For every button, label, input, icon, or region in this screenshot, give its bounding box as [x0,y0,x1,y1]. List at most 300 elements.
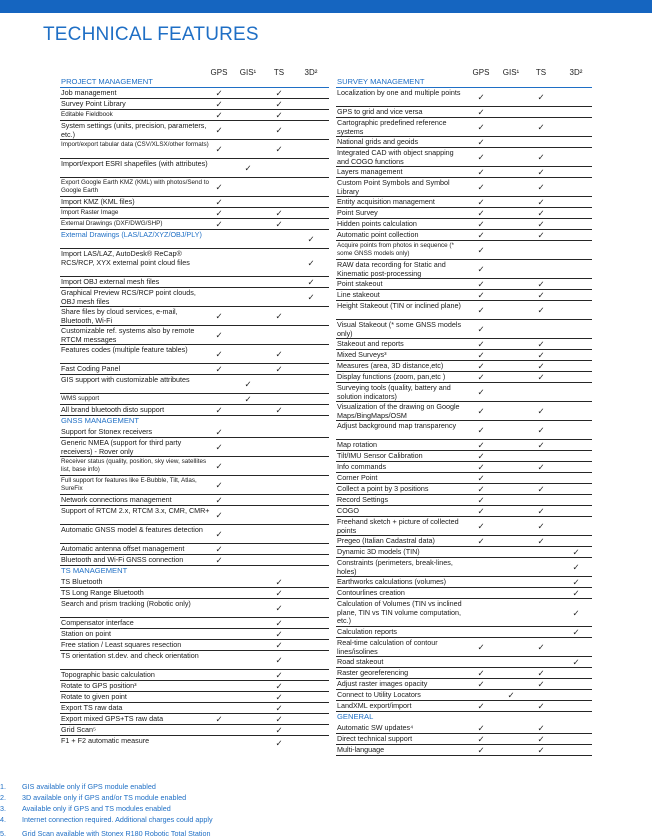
check-icon-gps: ✓ [477,245,485,255]
check-icon-3d: ✓ [307,257,315,268]
feature-row [336,178,592,197]
check-icon-ts: ✓ [537,425,545,435]
feature-label: Entity acquisition management [337,197,435,206]
check-icon-ts: ✓ [275,737,283,748]
check-icon-gps: ✓ [477,122,485,132]
feature-label: Share files by cloud services, e-mail, Bluetooth, Wi-Fi [61,307,178,325]
feature-row [60,394,329,405]
feature-label: Record Settings [337,495,389,504]
feature-row [60,588,329,599]
check-icon-3d: ✓ [572,588,580,598]
check-icon-ts: ✓ [537,679,545,689]
feature-row [336,558,592,577]
feature-row [60,555,329,566]
feature-row [336,350,592,361]
feature-row [336,137,592,148]
feature-label: Import Raster Image [61,209,119,216]
check-icon-gps: ✓ [215,405,223,415]
check-icon-ts: ✓ [275,692,283,702]
feature-label: Rotate to GPS position³ [61,681,137,690]
feature-label: Multi-language [337,745,385,754]
section-heading [60,77,329,88]
check-icon-gps: ✓ [215,88,223,98]
feature-label: Station on point [61,629,111,638]
feature-row [336,88,592,107]
check-icon-gps: ✓ [215,311,223,321]
check-icon-gps: ✓ [477,484,485,494]
feature-row [336,627,592,638]
feature-label: Surveying tools (quality, battery and solution indicators) [337,383,451,401]
feature-row [336,679,592,690]
check-icon-gps: ✓ [215,427,223,437]
feature-row [60,140,329,159]
left-rows [60,77,329,749]
check-icon-gps: ✓ [477,440,485,450]
check-icon-gps: ✓ [477,219,485,229]
feature-row [60,208,329,219]
section-title: TS MANAGEMENT [61,566,128,575]
feature-row [60,703,329,714]
check-icon-ts: ✓ [537,339,545,349]
feature-row [336,118,592,137]
feature-label: Topographic basic calculation [61,670,155,679]
check-icon-gps: ✓ [477,152,485,162]
check-icon-gps: ✓ [477,208,485,218]
section-heading [60,566,329,577]
feature-label: System settings (units, precision, parameters, etc.) [61,121,207,139]
feature-label: Cartographic predefined reference systems [337,118,447,136]
feature-row [60,651,329,670]
check-icon-ts: ✓ [537,230,545,240]
feature-row [336,402,592,421]
check-icon-ts: ✓ [275,311,283,321]
feature-label: Rotate to given point [61,692,127,701]
check-icon-gps: ✓ [477,324,485,334]
check-icon-gps: ✓ [477,495,485,505]
check-icon-ts: ✓ [537,440,545,450]
feature-row [60,525,329,544]
feature-row [336,421,592,440]
feature-row [60,178,329,197]
feature-label: Point stakeout [337,279,383,288]
feature-label: RAW data recording for Static and Kinematic post-processing [337,260,446,278]
check-icon-gps: ✓ [477,451,485,461]
feature-row [60,405,329,416]
section-heading [336,77,592,88]
section-heading [336,712,592,723]
col-gis-header: GIS¹ [239,68,257,77]
col-ts-header: TS [273,68,285,77]
feature-row [60,230,329,249]
feature-label: Corner Point [337,473,378,482]
feature-label: Import/export ESRI shapefiles (with attributes) [61,159,208,168]
feature-row [336,577,592,588]
check-icon-gps: ✓ [477,372,485,382]
feature-row [336,588,592,599]
section-title: PROJECT MANAGEMENT [61,77,153,86]
check-icon-gps: ✓ [215,197,223,207]
check-icon-ts: ✓ [275,681,283,691]
feature-label: Acquire points from photos in sequence (* some GNSS models only) [337,242,454,258]
feature-label: Freehand sketch + picture of collected points [337,517,459,535]
feature-label: External Drawings (LAS/LAZ/XYZ/OBJ/PLY) [61,230,202,239]
check-icon-gps: ✓ [477,350,485,360]
feature-row [336,208,592,219]
check-icon-ts: ✓ [275,125,283,135]
feature-row [336,745,592,756]
check-icon-gps: ✓ [477,197,485,207]
check-icon-ts: ✓ [537,122,545,132]
feature-row [336,372,592,383]
feature-row [336,451,592,462]
feature-label: Graphical Preview RCS/RCP point clouds, OBJ mesh files [61,288,196,306]
feature-label: F1 + F2 automatic measure [61,736,150,745]
feature-row [60,277,329,288]
feature-label: Adjust raster images opacity [337,679,428,688]
check-icon-ts: ✓ [537,152,545,162]
feature-label: Import LAS/LAZ, AutoDesk® ReCap® RCS/RCP, XYX external point cloud files [61,249,190,267]
feature-row [336,517,592,536]
check-icon-gps: ✓ [477,167,485,177]
check-icon-gps: ✓ [477,290,485,300]
feature-label: Customizable ref. systems also by remote RTCM messages [61,326,195,344]
feature-label: Grid Scan⁵ [61,725,96,734]
feature-label: TS Bluetooth [61,577,103,586]
col-ts-header: TS [535,68,547,77]
feature-row [60,110,329,121]
check-icon-ts: ✓ [537,506,545,516]
check-icon-gps: ✓ [477,668,485,678]
check-icon-gps: ✓ [215,364,223,374]
feature-label: Stakeout and reports [337,339,404,348]
feature-row [336,219,592,230]
feature-label: Display functions (zoom, pan,etc ) [337,372,446,381]
feature-row [336,148,592,167]
feature-label: Constraints (perimeters, break-lines, holes) [337,558,453,576]
check-icon-ts: ✓ [537,167,545,177]
check-icon-ts: ✓ [537,350,545,360]
check-icon-gps: ✓ [477,387,485,397]
col-3d-header: 3D² [569,68,583,77]
check-icon-gps: ✓ [215,461,223,471]
feature-label: GIS support with customizable attributes [61,375,190,384]
feature-row [60,457,329,476]
check-icon-ts: ✓ [275,99,283,109]
feature-row [336,462,592,473]
feature-label: Direct technical support [337,734,413,743]
feature-label: Export mixed GPS+TS raw data [61,714,164,723]
feature-label: Real-time calculation of contour lines/isolines [337,638,438,656]
feature-row [60,640,329,651]
feature-label: Import KMZ (KML files) [61,197,135,206]
check-icon-gps: ✓ [477,305,485,315]
check-icon-gps: ✓ [477,462,485,472]
col-3d-header: 3D² [304,68,318,77]
check-icon-ts: ✓ [537,372,545,382]
feature-row [60,736,329,749]
check-icon-gis: ✓ [244,394,252,404]
check-icon-gps: ✓ [477,264,485,274]
check-icon-gps: ✓ [215,544,223,554]
feature-label: Dynamic 3D models (TIN) [337,547,420,556]
feature-row [60,307,329,326]
feature-label: Info commands [337,462,387,471]
feature-row [336,547,592,558]
feature-row [336,320,592,339]
check-icon-gps: ✓ [215,208,223,218]
feature-row [336,167,592,178]
check-icon-ts: ✓ [275,670,283,680]
feature-label: Localization by one and multiple points [337,88,461,97]
feature-label: Visualization of the drawing on Google Maps/BingMaps/OSM [337,402,460,420]
feature-row [60,288,329,307]
feature-row [60,577,329,588]
feature-label: Features codes (multiple feature tables) [61,345,188,354]
check-icon-ts: ✓ [275,640,283,650]
feature-row [336,668,592,679]
footnote: 3. Available only if GPS and TS modules enabled [0,804,171,813]
check-icon-gps: ✓ [477,279,485,289]
check-icon-ts: ✓ [275,725,283,735]
check-icon-3d: ✓ [572,562,580,572]
feature-label: GPS to grid and vice versa [337,107,423,116]
feature-row [60,495,329,506]
feature-row [336,361,592,372]
page-title: TECHNICAL FEATURES [43,24,259,45]
check-icon-gps: ✓ [215,442,223,452]
check-icon-ts: ✓ [275,618,283,628]
feature-label: Adjust background map transparency [337,421,457,430]
check-icon-gps: ✓ [215,349,223,359]
feature-row [60,375,329,394]
check-icon-ts: ✓ [275,364,283,374]
feature-label: LandXML export/import [337,701,412,710]
check-icon-ts: ✓ [537,521,545,531]
check-icon-ts: ✓ [537,92,545,102]
check-icon-ts: ✓ [537,197,545,207]
feature-row [336,260,592,279]
col-gps-header: GPS [472,68,490,77]
feature-label: Import/export tabular data (CSV/XLSX/other formats) [61,141,209,148]
check-icon-gps: ✓ [215,510,223,520]
feature-row [336,383,592,402]
check-icon-gps: ✓ [477,521,485,531]
check-icon-ts: ✓ [275,405,283,415]
check-icon-gps: ✓ [215,182,223,192]
check-icon-gis: ✓ [244,379,252,389]
feature-label: Road stakeout [337,657,384,666]
check-icon-ts: ✓ [537,642,545,652]
check-icon-ts: ✓ [275,219,283,229]
col-gps-header: GPS [210,68,228,77]
feature-label: Earthworks calculations (volumes) [337,577,447,586]
feature-label: Fast Coding Panel [61,364,121,373]
feature-row [60,681,329,692]
top-color-bar [0,0,652,13]
feature-label: Tilt/IMU Sensor Calibration [337,451,423,460]
check-icon-ts: ✓ [275,577,283,587]
check-icon-ts: ✓ [275,110,283,120]
check-icon-ts: ✓ [537,745,545,755]
feature-label: Search and prism tracking (Robotic only) [61,599,191,608]
check-icon-ts: ✓ [275,629,283,639]
check-icon-gps: ✓ [477,473,485,483]
check-icon-gps: ✓ [477,723,485,733]
feature-row [60,99,329,110]
check-icon-gps: ✓ [477,536,485,546]
check-icon-ts: ✓ [537,290,545,300]
feature-row [60,725,329,736]
feature-label: Measures (area, 3D distance,etc) [337,361,444,370]
check-icon-gps: ✓ [215,529,223,539]
feature-row [336,506,592,517]
check-icon-gps: ✓ [477,425,485,435]
feature-label: Pregeo (Italian Cadastral data) [337,536,435,545]
feature-row [336,495,592,506]
check-icon-gis: ✓ [507,690,515,700]
check-icon-ts: ✓ [275,208,283,218]
check-icon-gps: ✓ [477,734,485,744]
section-title: GNSS MANAGEMENT [61,416,140,425]
feature-label: Compensator interface [61,618,134,627]
footnote: 1. GIS available only if GPS module enabled [0,782,156,791]
check-icon-ts: ✓ [275,714,283,724]
check-icon-gps: ✓ [477,182,485,192]
check-icon-gps: ✓ [477,230,485,240]
check-icon-gps: ✓ [477,137,485,147]
feature-row [60,629,329,640]
feature-row [336,107,592,118]
feature-label: Automatic point collection [337,230,419,239]
section-title: GENERAL [337,712,374,721]
feature-label: Support for Stonex receivers [61,427,153,436]
check-icon-ts: ✓ [275,603,283,613]
check-icon-ts: ✓ [537,536,545,546]
feature-label: Free station / Least squares resection [61,640,182,649]
footnote: 2. 3D available only if GPS and/or TS module enabled [0,793,187,802]
feature-row [336,638,592,657]
check-icon-3d: ✓ [307,234,315,244]
feature-label: Bluetooth and Wi-Fi GNSS connection [61,555,184,564]
feature-row [60,249,329,277]
feature-label: All brand bluetooth disto support [61,405,165,414]
feature-label: Point Survey [337,208,378,217]
check-icon-ts: ✓ [537,361,545,371]
feature-row [60,599,329,618]
feature-row [336,484,592,495]
feature-label: TS Long Range Bluetooth [61,588,144,597]
check-icon-gps: ✓ [477,679,485,689]
check-icon-3d: ✓ [307,277,315,287]
feature-label: Line stakeout [337,290,380,299]
check-icon-ts: ✓ [537,219,545,229]
feature-label: Generic NMEA (support for third party receivers) - Rover only [61,438,182,456]
right-rows [336,77,592,756]
feature-label: Support of RTCM 2.x, RTCM 3.x, CMR, CMR+ [61,506,210,515]
check-icon-gps: ✓ [215,330,223,340]
check-icon-gps: ✓ [477,361,485,371]
feature-row [336,473,592,484]
feature-row [60,692,329,703]
check-icon-ts: ✓ [537,305,545,315]
check-icon-3d: ✓ [572,657,580,667]
feature-row [60,506,329,525]
feature-label: Network connections management [61,495,172,504]
check-icon-gps: ✓ [477,642,485,652]
feature-label: Import OBJ external mesh files [61,277,160,286]
feature-row [60,326,329,345]
feature-label: TS orientation st.dev. and check orientation [61,651,199,660]
check-icon-ts: ✓ [537,406,545,416]
check-icon-gps: ✓ [215,110,223,120]
feature-label: Collect a point by 3 positions [337,484,429,493]
feature-row [336,241,592,260]
feature-label: Raster georeferencing [337,668,409,677]
feature-row [60,618,329,629]
check-icon-gps: ✓ [215,144,223,154]
feature-label: Contourlines creation [337,588,405,597]
check-icon-ts: ✓ [275,588,283,598]
feature-label: Survey Point Library [61,99,126,108]
check-icon-gps: ✓ [477,92,485,102]
feature-label: Job management [61,88,117,97]
feature-row [60,544,329,555]
feature-label: Custom Point Symbols and Symbol Library [337,178,450,196]
check-icon-gps: ✓ [215,99,223,109]
feature-row [336,279,592,290]
feature-row [60,197,329,208]
footnote: 5. Grid Scan available with Stonex R180 Robotic Total Station [0,829,211,838]
feature-row [60,219,329,230]
check-icon-gps: ✓ [477,506,485,516]
check-icon-ts: ✓ [537,462,545,472]
feature-label: Automatic GNSS model & features detection [61,525,203,534]
footnote: 4. Internet connection required. Additional charges could apply [0,815,213,824]
feature-label: Visual Stakeout (* some GNSS models only) [337,320,462,338]
section-title: SURVEY MANAGEMENT [337,77,425,86]
check-icon-gps: ✓ [215,125,223,135]
check-icon-ts: ✓ [275,349,283,359]
feature-label: Export TS raw data [61,703,123,712]
feature-label: Integrated CAD with object snapping and COGO functions [337,148,454,166]
feature-label: Map rotation [337,440,377,449]
check-icon-gps: ✓ [215,219,223,229]
check-icon-3d: ✓ [572,607,580,618]
check-icon-gis: ✓ [244,163,252,173]
feature-label: Connect to Utility Locators [337,690,421,699]
feature-row [60,714,329,725]
feature-label: Editable Fieldbook [61,111,113,118]
feature-row [336,290,592,301]
check-icon-3d: ✓ [307,292,315,302]
feature-row [60,345,329,364]
check-icon-ts: ✓ [537,723,545,733]
feature-label: Automatic antenna offset management [61,544,185,553]
check-icon-gps: ✓ [477,406,485,416]
check-icon-gps: ✓ [477,701,485,711]
feature-label: WMS support [61,395,100,402]
check-icon-gps: ✓ [215,495,223,505]
feature-row [336,599,592,627]
check-icon-gps: ✓ [477,107,485,117]
feature-label: National grids and geoids [337,137,419,146]
check-icon-gps: ✓ [215,480,223,490]
feature-row [336,536,592,547]
check-icon-gps: ✓ [215,714,223,724]
check-icon-ts: ✓ [537,701,545,711]
check-icon-ts: ✓ [537,279,545,289]
feature-row [60,438,329,457]
